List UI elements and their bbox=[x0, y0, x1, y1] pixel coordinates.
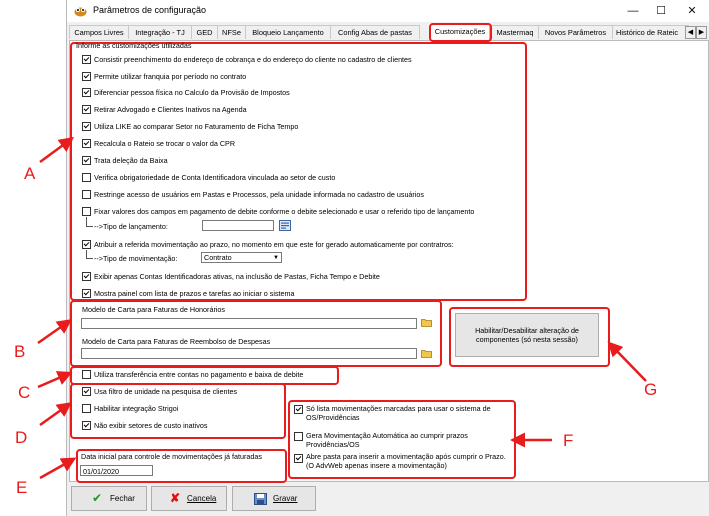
reembolso-label: Modelo de Carta para Faturas de Reembolso de Despesas bbox=[82, 337, 271, 346]
x-icon: ✘ bbox=[170, 491, 181, 505]
unidade-label: Usa filtro de unidade na pesquisa de clientes bbox=[94, 387, 238, 396]
setores-label: Não exibir setores de custo inativos bbox=[94, 421, 208, 430]
cancela-label: Cancela bbox=[187, 494, 217, 503]
annotation-c: C bbox=[18, 383, 31, 402]
option-label: Restringe acesso de usuários em Pastas e Processos, pela unidade informada no cadastro de usuários bbox=[94, 190, 425, 199]
check-icon: ✔ bbox=[92, 491, 103, 505]
honorarios-label: Modelo de Carta para Faturas de Honorários bbox=[82, 305, 226, 314]
tab-nfse[interactable]: NFSe bbox=[217, 25, 246, 39]
arrow-g bbox=[611, 345, 646, 381]
annotation-b: B bbox=[14, 342, 26, 361]
option-label: Trata deleção da Baixa bbox=[94, 156, 168, 165]
option-label: Permite utilizar franquia por período no contrato bbox=[94, 72, 247, 81]
annotation-d: D bbox=[15, 428, 28, 447]
window-title: Parâmetros de configuração bbox=[93, 5, 207, 15]
tipo-movimentacao-label: -->Tipo de movimentação: bbox=[94, 254, 178, 263]
tab-customizacoes[interactable]: Customizações bbox=[430, 24, 490, 40]
tab-scroll-left-button[interactable]: ◀ bbox=[685, 26, 696, 39]
close-button[interactable]: ✕ bbox=[687, 5, 697, 17]
annotation-f: F bbox=[563, 431, 574, 450]
tab-config-abas[interactable]: Config Abas de pastas bbox=[330, 25, 420, 39]
mostra-label: Mostra painel com lista de prazos e tarefas ao iniciar o sistema bbox=[94, 289, 295, 298]
annotation-e: E bbox=[16, 478, 28, 497]
strigoi-label: Habilitar integração Strigoi bbox=[94, 404, 179, 413]
minimize-button[interactable]: — bbox=[627, 5, 639, 17]
option-label: Recalcula o Rateio se trocar o valor da CPR bbox=[94, 139, 236, 148]
data-inicial-input[interactable]: 01/01/2020 bbox=[80, 465, 153, 476]
tab-novos-parametros[interactable]: Novos Parâmetros bbox=[538, 25, 613, 39]
option-label: Consistir preenchimento do endereço de cobrança e do endereço do cliente no cadastro de clientes bbox=[94, 55, 412, 64]
fechar-label: Fechar bbox=[110, 494, 135, 503]
tab-bloqueio-lancamento[interactable]: Bloqueio Lançamento bbox=[245, 25, 331, 39]
tab-integracao-tj[interactable]: Integração - TJ bbox=[128, 25, 192, 39]
habilitar-label: Habilitar/Desabilitar alteração de componentes (só nesta sessão) bbox=[475, 326, 579, 344]
option-label: Retirar Advogado e Clientes Inativos na Agenda bbox=[94, 105, 247, 114]
arrow-e bbox=[40, 460, 72, 478]
maximize-button[interactable]: ☐ bbox=[656, 5, 666, 17]
arrow-d bbox=[40, 405, 68, 425]
mov-label: Gera Movimentação Automática ao cumprir prazos Providências/OS bbox=[306, 431, 468, 449]
chevron-down-icon: ▼ bbox=[273, 255, 279, 261]
exibir-label: Exibir apenas Contas Identificadoras ativas, na inclusão de Pastas, Ficha Tempo e Debite bbox=[94, 272, 380, 281]
annotation-g: G bbox=[644, 380, 658, 399]
tab-ged[interactable]: GED bbox=[191, 25, 218, 39]
group-title: Informe as customizações utilizadas bbox=[76, 41, 192, 50]
tab-campos-livres[interactable]: Campos Livres bbox=[69, 25, 129, 39]
tab-mastermaq[interactable]: Mastermaq bbox=[491, 25, 539, 39]
annotation-a: A bbox=[24, 164, 36, 183]
option-label: Fixar valores dos campos em pagamento de debite conforme o debite selecionado e usar o referido tipo de lançamento bbox=[94, 207, 475, 216]
mov-label: Abre pasta para inserir a movimentação após cumprir o Prazo. (O AdvWeb apenas insere a movimentação) bbox=[306, 452, 506, 470]
transferencia-label: Utiliza transferência entre contas no pagamento e baixa de debite bbox=[94, 370, 304, 379]
arrow-c bbox=[38, 374, 68, 387]
arrow-a bbox=[40, 140, 70, 162]
tipo-lancamento-label: -->Tipo de lançamento: bbox=[94, 222, 168, 231]
arrow-b bbox=[38, 322, 68, 343]
mov-label: Só lista movimentações marcadas para usar o sistema de OS/Providências bbox=[306, 404, 491, 422]
option-label: Diferenciar pessoa física no Calculo da Provisão de Impostos bbox=[94, 88, 290, 97]
option-label: Verifica obrigatoriedade de Conta Identificadora vinculada ao setor de custo bbox=[94, 173, 336, 182]
gravar-label: Gravar bbox=[273, 494, 298, 503]
option-label: Utiliza LIKE ao comparar Setor no Faturamento de Ficha Tempo bbox=[94, 122, 299, 131]
tipo-movimentacao-value: Contrato bbox=[204, 253, 232, 262]
data-inicial-label: Data inicial para controle de movimentações já faturadas bbox=[81, 452, 262, 461]
atribuir-label: Atribuir a referida movimentação ao prazo, no momento em que este for gerado automaticamente por contratros: bbox=[94, 240, 454, 249]
tab-historico-rateio[interactable]: Histórico de Rateic bbox=[612, 25, 689, 39]
tab-scroll-right-button[interactable]: ▶ bbox=[696, 26, 707, 39]
